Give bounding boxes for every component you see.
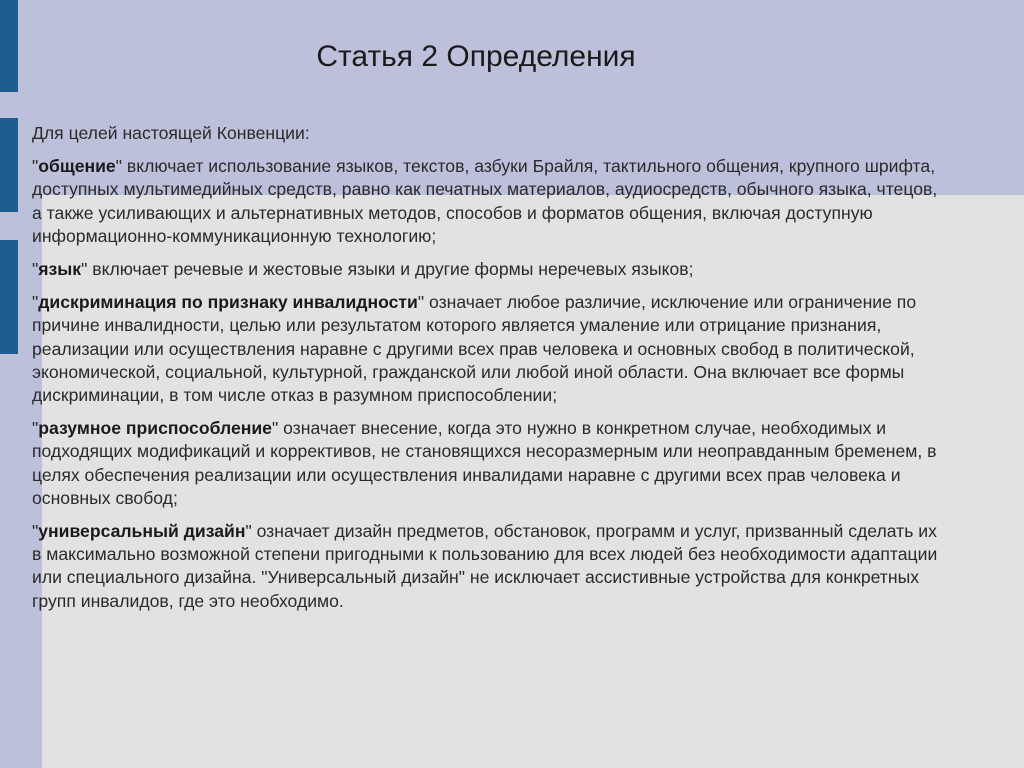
definition-term: дискриминация по признаку инвалидности bbox=[38, 292, 418, 313]
definition-paragraph: "универсальный дизайн" означает дизайн предметов, обстановок, программ и услуг, призванный сделать их в максимально возможной степени пригодными к пользованию для всех людей без необходимости адаптации или специального дизайна. "Универсальный дизайн" не исключает ассистивные устройства для конкретных групп инвалидов, где это необходимо. bbox=[32, 521, 938, 611]
slide-content bbox=[32, 122, 942, 623]
definition-text: включает использование языков, текстов, азбуки Брайля, тактильного общения, крупного шрифта, доступных мультимедийных средств, равно как печатных материалов, аудиосредств, обычного языка, чтецов, а также усиливающих и альтернативных методов, способов и форматов общения, включая доступную информационно-коммуникационную технологию; bbox=[32, 156, 938, 246]
definition-text: означает любое различие, исключение или ограничение по причине инвалидности, целью или результатом которого является умаление или отрицание признания, реализации или осуществления наравне с другими всех прав человека и основных свобод в политической, экономической, социальной, культурной, гражданской или любой иной области. Она включает все формы дискриминации, в том числе отказ в разумном приспособлении; bbox=[32, 292, 917, 406]
definition-text: означает внесение, когда это нужно в конкретном случае, необходимых и подходящих модификаций и коррективов, не становящихся несоразмерным или неоправданным бременем, в целях обеспечения реализации или осуществления инвалидами наравне с другими всех прав человека и основных свобод; bbox=[32, 418, 937, 508]
accent-bar-2 bbox=[0, 118, 18, 212]
slide-title: Статья 2 Определения bbox=[316, 40, 636, 73]
definition-text: означает дизайн предметов, обстановок, программ и услуг, призванный сделать их в максимально возможной степени пригодными к пользованию для всех людей без необходимости адаптации или специального дизайна. "Универсальный дизайн" не исключает ассистивные устройства для конкретных групп инвалидов, где это необходимо. bbox=[32, 521, 938, 611]
definition-paragraph: "дискриминация по признаку инвалидности" означает любое различие, исключение или ограничение по причине инвалидности, целью или результатом которого является умаление или отрицание признания, реализации или осуществления наравне с другими всех прав человека и основных свобод в политической, экономической, социальной, культурной, гражданской или любой иной области. Она включает все формы дискриминации, в том числе отказ в разумном приспособлении; bbox=[32, 292, 917, 406]
accent-bar-3 bbox=[0, 240, 18, 354]
definition-text: включает речевые и жестовые языки и другие формы неречевых языков; bbox=[87, 259, 694, 280]
definition-term: разумное приспособление bbox=[38, 418, 272, 439]
definition-paragraph: "разумное приспособление" означает внесение, когда это нужно в конкретном случае, необходимых и подходящих модификаций и коррективов, не становящихся несоразмерным или неоправданным бременем, в целях обеспечения реализации или осуществления инвалидами наравне с другими всех прав человека и основных свобод; bbox=[32, 418, 937, 508]
definition-term: универсальный дизайн bbox=[38, 521, 246, 542]
definition-term: общение bbox=[38, 156, 116, 177]
definition-term: язык bbox=[38, 259, 82, 280]
definition-paragraph: "язык" включает речевые и жестовые языки и другие формы неречевых языков; bbox=[32, 259, 694, 280]
intro-paragraph: Для целей настоящей Конвенции: bbox=[32, 123, 310, 143]
definition-paragraph: "общение" включает использование языков, текстов, азбуки Брайля, тактильного общения, крупного шрифта, доступных мультимедийных средств, равно как печатных материалов, аудиосредств, обычного языка, чтецов, а также усиливающих и альтернативных методов, способов и форматов общения, включая доступную информационно-коммуникационную технологию; bbox=[32, 156, 938, 246]
